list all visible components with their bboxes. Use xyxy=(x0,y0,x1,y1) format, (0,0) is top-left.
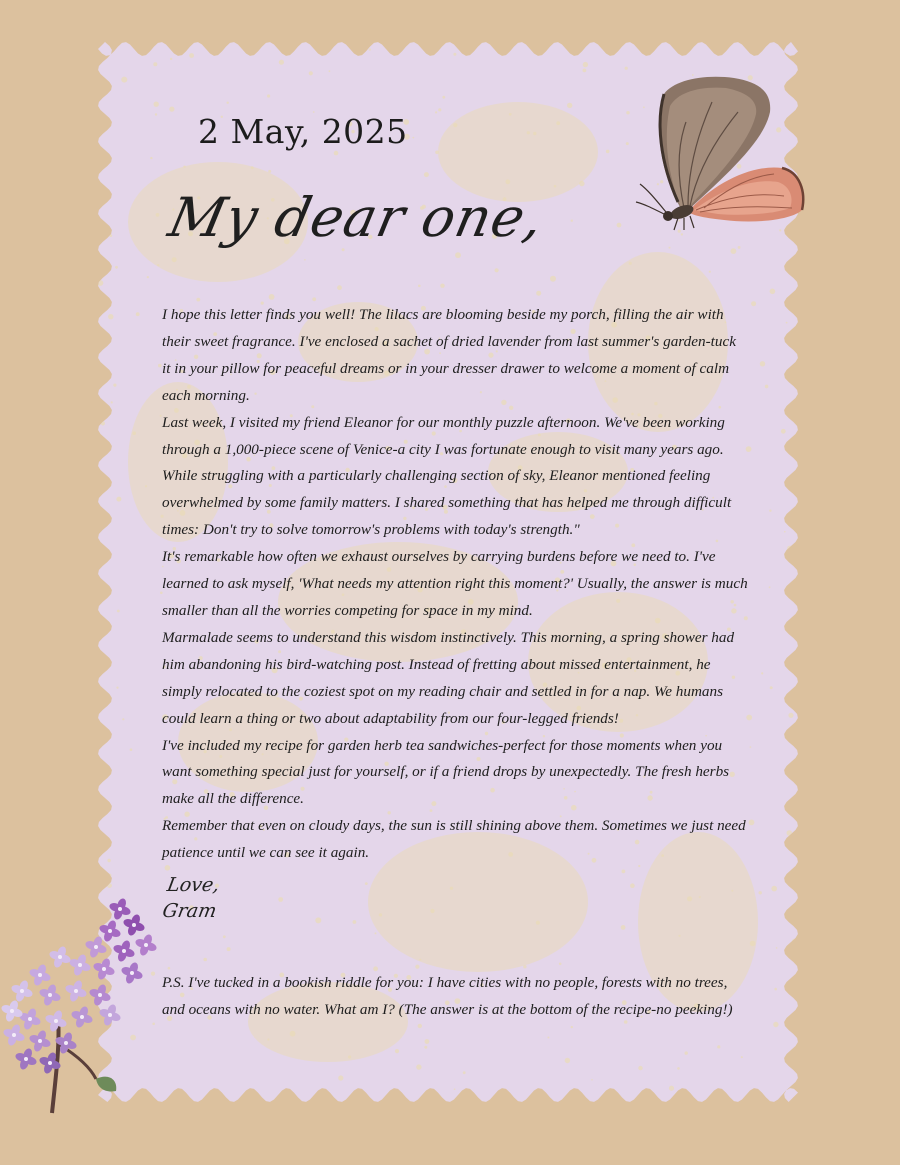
paper-speckle xyxy=(227,102,229,104)
paper-speckle xyxy=(796,56,798,58)
paper-speckle xyxy=(717,1045,720,1048)
paper-speckle xyxy=(681,233,683,235)
paper-speckle xyxy=(731,248,737,254)
lilac-floret xyxy=(120,961,143,984)
paper-speckle xyxy=(527,131,530,134)
paper-speckle xyxy=(338,1075,343,1080)
paper-speckle xyxy=(751,301,756,306)
paper-speckle xyxy=(116,687,118,689)
lilac-floret xyxy=(2,1023,25,1046)
lilac-floret xyxy=(112,939,135,962)
paper-speckle xyxy=(130,748,133,751)
paragraph: Last week, I visited my friend Eleanor for our monthly puzzle afternoon. We've been working through a 1,000-piece scene of Venice-a city I was fortunate enough to visit many years ago. While struggling with a particularly challenging section of sky, Eleanor mentioned feeling overwhelmed by some family matters. I shared something that has helped me through difficult times: Don't try to solve tomorrow's problems with today's strength." xyxy=(162,413,732,539)
paper-speckle xyxy=(315,917,321,923)
paper-speckle xyxy=(369,48,371,50)
lilac-floret xyxy=(64,979,87,1002)
signature-text: Gram xyxy=(160,900,219,922)
paper-speckle xyxy=(567,103,572,108)
paper-speckle xyxy=(136,312,140,316)
paragraph: I've included my recipe for garden herb tea sandwiches-perfect for those moments when you want something special just for yourself, or if a friend drops by unexpectedly. The fresh herbs make all the difference. xyxy=(162,736,730,808)
paper-speckle xyxy=(172,257,177,262)
paper-speckle xyxy=(132,431,136,435)
paper-speckle xyxy=(442,96,445,99)
paper-speckle xyxy=(183,166,185,168)
paper-speckle xyxy=(155,113,157,115)
paper-speckle xyxy=(759,891,762,894)
paper-speckle xyxy=(424,172,429,177)
paper-speckle xyxy=(111,401,113,403)
paper-speckle xyxy=(770,686,773,689)
paper-speckle xyxy=(741,1056,743,1058)
paper-speckle xyxy=(416,1064,421,1069)
paper-speckle xyxy=(787,546,793,552)
paper-speckle xyxy=(453,53,456,56)
lilac-floret xyxy=(38,983,61,1006)
paper-speckle xyxy=(776,947,778,949)
paper-speckle xyxy=(630,883,635,888)
paper-speckle xyxy=(418,285,421,288)
paper-speckle xyxy=(154,102,159,107)
paper-speckle xyxy=(495,268,499,272)
paper-speckle xyxy=(100,698,102,700)
paper-speckle xyxy=(170,58,172,60)
paper-speckle xyxy=(145,485,147,487)
paper-speckle xyxy=(591,1079,593,1081)
lilac-floret xyxy=(122,913,145,936)
paper-speckle xyxy=(267,94,270,97)
paper-speckle xyxy=(455,252,461,258)
paper-speckle xyxy=(450,887,453,890)
lilac-floret xyxy=(70,1005,93,1028)
paper-speckle xyxy=(547,1037,549,1039)
paper-speckle xyxy=(108,874,111,877)
paper-speckle xyxy=(554,185,557,188)
paper-speckle xyxy=(415,965,419,969)
paper-speckle xyxy=(761,672,763,674)
paper-speckle xyxy=(435,111,437,113)
paper-speckle xyxy=(267,1038,269,1040)
paper-speckle xyxy=(750,746,752,748)
paper-speckle xyxy=(117,610,120,613)
paper-speckle xyxy=(773,1022,778,1027)
paper-speckle xyxy=(122,718,124,720)
closing-text: Love, xyxy=(165,874,222,896)
butterfly-icon xyxy=(634,72,810,232)
paper-speckle xyxy=(412,137,414,139)
paper-speckle xyxy=(290,1031,296,1037)
paper-speckle xyxy=(556,121,560,125)
lilac-flower-icon xyxy=(0,895,170,1117)
paper-speckle xyxy=(101,482,105,486)
paper-speckle xyxy=(435,151,439,155)
paragraph: Marmalade seems to understand this wisdom instinctively. This morning, a spring shower had him abandoning his bird-watching post. Instead of fretting about missed entertainment, he simply relocated to the coziest spot on my reading chair and settled in for a nap. We humans could learn a thing or two about adaptability from our four-legged friends! xyxy=(162,628,735,727)
paper-speckle xyxy=(375,932,377,934)
lilac-floret xyxy=(0,999,23,1022)
paper-speckle xyxy=(395,1049,399,1053)
paper-speckle xyxy=(203,958,207,962)
lilac-floret xyxy=(48,945,71,968)
paper-speckle xyxy=(669,247,671,249)
paper-speckle xyxy=(699,896,701,898)
lilac-floret xyxy=(18,1007,41,1030)
paper-speckle xyxy=(769,586,771,588)
paper-speckle xyxy=(787,830,793,836)
paper-speckle xyxy=(329,70,331,72)
paper-speckle xyxy=(463,1071,466,1074)
paragraph: I hope this letter finds you well! The lilacs are blooming beside my porch, filling the air with their sweet fragrance. I've enclosed a sachet of dried lavender from last summer's garden-tuck it in your pillow for peaceful dreams or in your dresser drawer to welcome a moment of calm each morning. xyxy=(162,306,736,404)
lilac-floret xyxy=(98,919,121,942)
paper-speckle xyxy=(268,170,271,173)
lilac-floret xyxy=(28,1029,51,1052)
lilac-floret xyxy=(108,897,131,920)
paragraph: It's remarkable how often we exhaust ourselves by carrying burdens before we need to. I've learned to ask myself, 'What needs my attention right this moment?' Usually, the answer is much smaller than all the worries competing for space in my mind. xyxy=(162,548,748,619)
paper-speckle xyxy=(440,284,444,288)
paper-speckle xyxy=(579,181,584,186)
paper-speckle xyxy=(148,45,152,49)
paper-speckle xyxy=(784,531,786,533)
paper-speckle xyxy=(453,123,457,127)
paper-speckle xyxy=(153,62,157,66)
paper-speckle xyxy=(212,42,217,47)
paper-speckle xyxy=(196,298,200,302)
paper-speckle xyxy=(425,1039,430,1044)
paper-speckle xyxy=(113,384,116,387)
lilac-floret xyxy=(98,1003,121,1026)
lilac-floret xyxy=(44,1009,67,1032)
paper-speckle xyxy=(438,108,441,111)
paper-speckle xyxy=(621,925,626,930)
paper-speckle xyxy=(419,959,421,961)
paper-speckle xyxy=(678,935,680,937)
lilac-floret xyxy=(84,935,107,958)
paper-speckle xyxy=(677,1067,680,1070)
paper-speckle xyxy=(189,53,194,58)
paper-speckle xyxy=(279,60,284,65)
paper-speckle xyxy=(787,513,790,516)
paper-speckle xyxy=(509,113,512,116)
paper-speckle xyxy=(104,657,109,662)
paper-speckle xyxy=(102,842,106,846)
paper-speckle xyxy=(788,713,793,718)
paper-speckle xyxy=(781,429,786,434)
paper-speckle xyxy=(533,132,536,135)
lilac-floret xyxy=(92,957,115,980)
paper-speckle xyxy=(571,220,573,222)
paper-speckle xyxy=(565,1058,570,1063)
paper-speckle xyxy=(227,947,231,951)
paper-speckle xyxy=(454,1088,456,1090)
paper-speckle xyxy=(309,71,313,75)
paper-speckle xyxy=(790,739,792,741)
paper-speckle xyxy=(150,157,152,159)
paper-speckle xyxy=(348,1055,351,1058)
paper-speckle xyxy=(312,297,316,301)
paper-speckle xyxy=(108,314,113,319)
paper-speckle xyxy=(251,166,254,169)
paper-speckle xyxy=(115,266,118,269)
paper-speckle xyxy=(109,234,112,237)
paper-speckle xyxy=(738,246,741,249)
paper-speckle xyxy=(107,883,112,888)
paper-speckle xyxy=(223,935,226,938)
paper-speckle xyxy=(424,1046,427,1049)
paper-speckle xyxy=(353,920,357,924)
paper-speckle xyxy=(626,111,629,114)
paper-speckle xyxy=(278,897,283,902)
paper-speckle xyxy=(760,361,765,366)
paper-speckle xyxy=(770,289,776,295)
paper-speckle xyxy=(147,276,149,278)
paper-speckle xyxy=(337,285,342,290)
paper-speckle xyxy=(116,497,121,502)
paper-speckle xyxy=(334,151,339,156)
lilac-floret xyxy=(88,983,111,1006)
paper-speckle xyxy=(617,223,622,228)
paper-speckle xyxy=(626,142,629,145)
paper-speckle xyxy=(98,557,100,561)
paper-speckle xyxy=(269,294,275,300)
postscript: P.S. I've tucked in a bookish riddle for you: I have cities with no people, forests with no trees, and oceans with no water. What am I? (The answer is at the bottom of the recipe-no peeking!) xyxy=(162,974,733,1018)
paper-speckle xyxy=(157,264,159,266)
paper-speckle xyxy=(571,1026,573,1028)
lilac-floret xyxy=(14,1047,37,1070)
paragraph: Remember that even on cloudy days, the sun is still shining above them. Sometimes we just need patience until we can see it again. xyxy=(162,817,746,862)
paper-speckle xyxy=(536,291,541,296)
paper-speckle xyxy=(430,909,434,913)
paper-speckle xyxy=(505,179,510,184)
paper-speckle xyxy=(559,963,562,966)
paper-speckle xyxy=(550,276,556,282)
paper-speckle xyxy=(98,256,102,260)
lilac-floret xyxy=(10,979,33,1002)
paper-speckle xyxy=(709,271,711,273)
paper-speckle xyxy=(648,1092,650,1094)
letter-greeting: My dear one, xyxy=(163,186,550,249)
paper-speckle xyxy=(771,886,777,892)
paper-speckle xyxy=(365,882,368,885)
paper-speckle xyxy=(786,730,790,734)
paper-speckle xyxy=(379,913,382,916)
paper-speckle xyxy=(107,859,110,862)
paper-speckle xyxy=(625,67,628,70)
paper-speckle xyxy=(523,965,526,968)
paper-speckle xyxy=(750,941,756,947)
paper-speckle xyxy=(731,890,733,892)
paper-speckle xyxy=(108,880,110,882)
paper-speckle xyxy=(762,42,765,45)
paper-speckle xyxy=(536,921,540,925)
paper-speckle xyxy=(685,1051,688,1054)
paper-speckle xyxy=(629,262,632,265)
paper-speckle xyxy=(121,77,127,83)
paper-speckle xyxy=(687,896,692,901)
paper-speckle xyxy=(765,385,769,389)
lilac-floret xyxy=(134,933,157,956)
paper-speckle xyxy=(434,51,436,53)
paper-speckle xyxy=(101,421,105,425)
lilac-floret xyxy=(68,953,91,976)
lilac-floret xyxy=(28,963,51,986)
paper-speckle xyxy=(749,820,755,826)
paper-speckle xyxy=(98,485,101,488)
paper-speckle xyxy=(304,259,306,261)
paper-speckle xyxy=(606,150,610,154)
paper-speckle xyxy=(583,69,587,73)
letter-date: 2 May, 2025 xyxy=(198,112,408,151)
paper-speckle xyxy=(156,213,160,217)
paper-speckle xyxy=(295,42,299,44)
paper-speckle xyxy=(622,870,626,874)
paper-speckle xyxy=(638,1066,642,1070)
paper-speckle xyxy=(669,1086,674,1091)
paper-speckle xyxy=(769,510,771,512)
paper-speckle xyxy=(792,939,797,944)
paper-speckle xyxy=(583,62,588,67)
paper-speckle xyxy=(774,988,777,991)
paper-speckle xyxy=(786,322,788,324)
paper-speckle xyxy=(169,107,174,112)
paper-speckle xyxy=(418,1024,422,1028)
letter-body xyxy=(162,302,748,867)
